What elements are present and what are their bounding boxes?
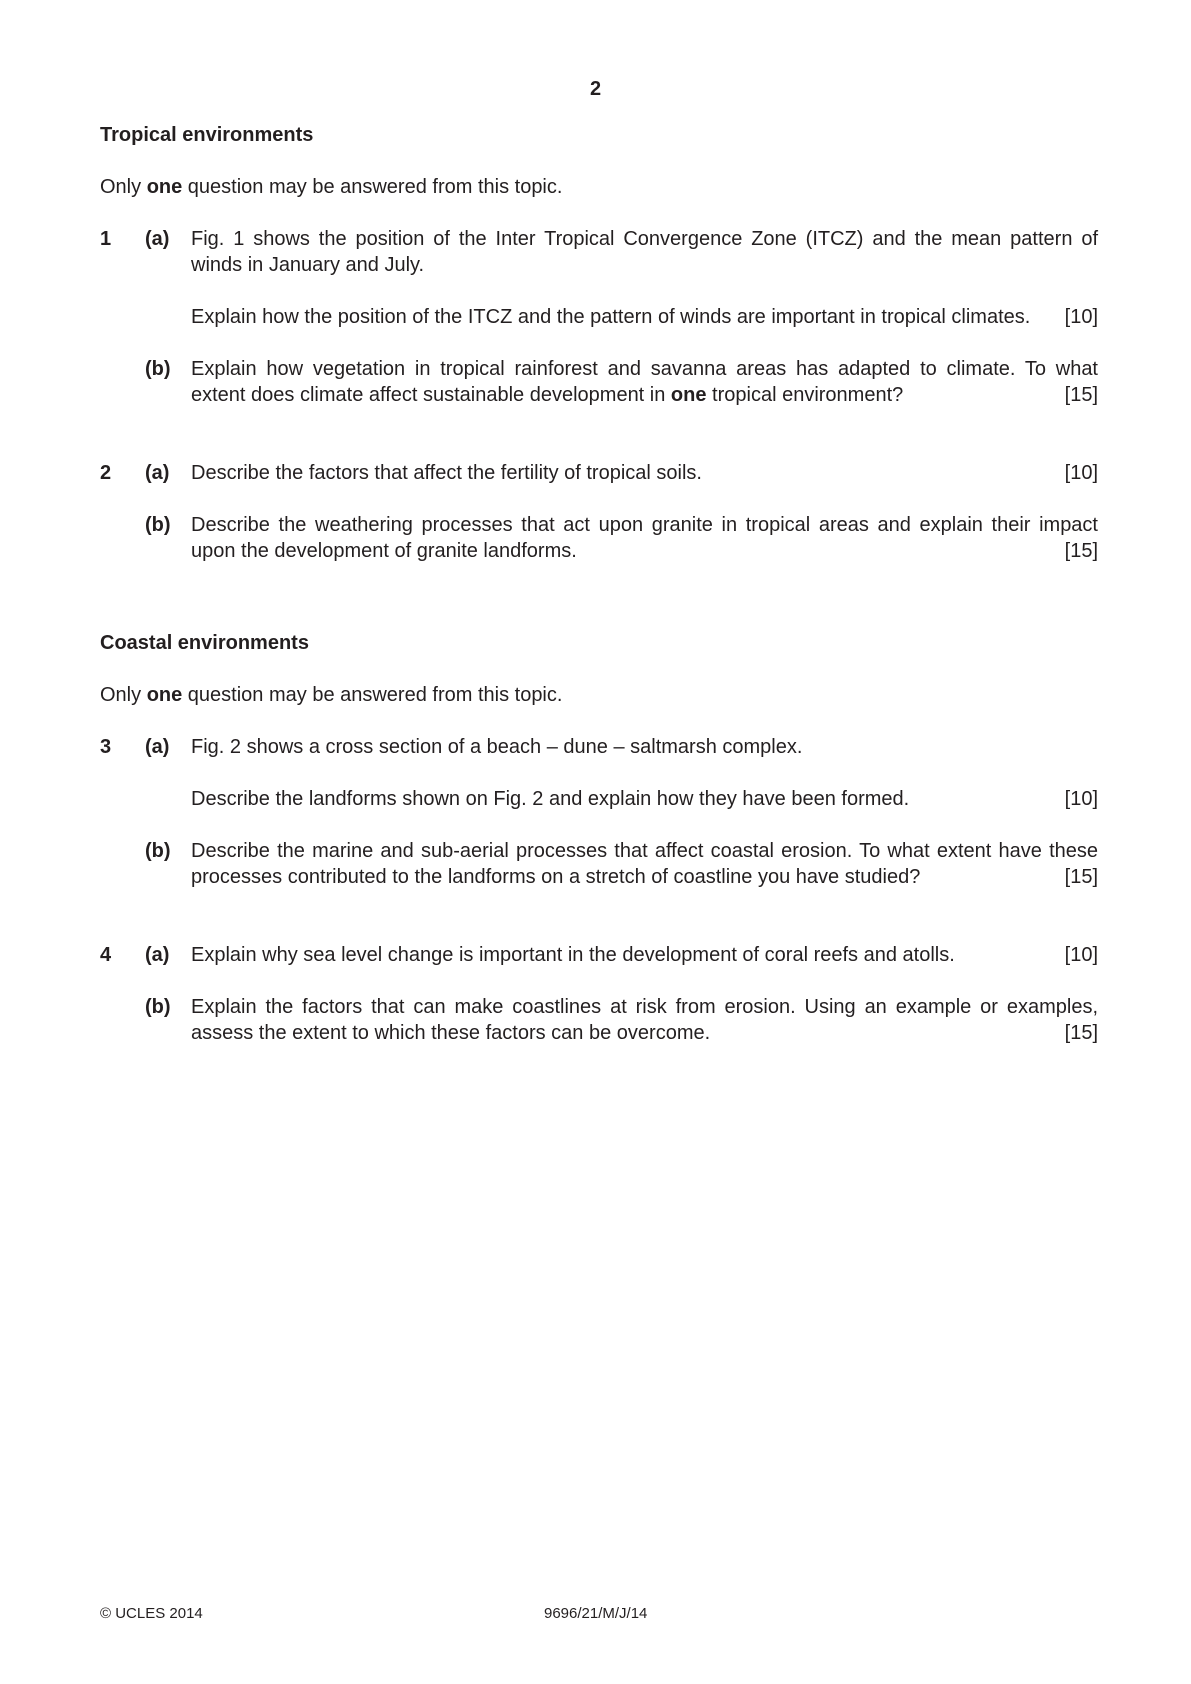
marks: [15] [1064,384,1098,406]
part-label: (a) [145,228,170,250]
question-emphasis: one [670,384,707,406]
question-4b [100,994,1098,1046]
question-number: 4 [100,944,112,966]
question-text-part: Explain the factors that can make coastlines at risk from erosion. Using an example or examples, assess the extent to which these factors can be overcome. [191,996,1098,1044]
section-heading-coastal: Coastal environments [100,632,309,654]
question-text-part: Describe the factors that affect the fertility of tropical soils. [191,462,702,484]
page-number: 2 [589,78,602,100]
question-2b [100,512,1098,564]
question-text [191,512,1098,564]
part-label: (b) [145,840,171,862]
question-text-part: Describe the marine and sub-aerial processes that affect coastal erosion. To what extent have these processes contributed to the landforms on a stretch of coastline you have studied? [191,840,1098,888]
question-1 [100,226,1098,408]
question-text-part: Explain how vegetation in tropical rainforest and savanna areas has adapted to climate. To what extent does climate affect sustainable development in [191,358,1098,406]
section-intro-coastal [100,682,1098,708]
question-text [191,838,1098,890]
part-label: (b) [145,358,171,380]
marks: [10] [1064,306,1098,328]
marks: [10] [1064,462,1098,484]
question-2a [100,460,1098,486]
question-text-part: tropical environment? [706,384,904,406]
footer-paper-code: 9696/21/M/J/14 [544,1605,648,1622]
document-body [100,122,1098,1046]
question-3b [100,838,1098,890]
instruction-text: Describe the landforms shown on Fig. 2 and explain how they have been formed. [191,788,910,810]
question-instruction [191,304,1098,330]
section-intro-tropical [100,174,1098,200]
intro-text: question may be answered from this topic. [182,684,563,706]
question-4a [100,942,1098,968]
part-label: (a) [145,736,170,758]
question-instruction [191,786,1098,812]
question-text: Fig. 1 shows the position of the Inter Tropical Convergence Zone (ITCZ) and the mean pattern of winds in January and July. [191,228,1098,276]
question-number: 1 [100,228,112,250]
part-label: (b) [145,514,171,536]
question-1a [100,226,1098,330]
part-label: (a) [145,462,170,484]
marks: [10] [1064,788,1098,810]
instruction-text: Explain how the position of the ITCZ and the pattern of winds are important in tropical climates. [191,306,1031,328]
question-number: 2 [100,462,112,484]
marks: [15] [1064,1022,1098,1044]
intro-text: Only [100,176,147,198]
intro-emphasis: one [146,176,183,198]
question-number: 3 [100,736,112,758]
question-text [191,460,1098,486]
footer-copyright: © UCLES 2014 [100,1605,203,1622]
section-heading-tropical: Tropical environments [100,124,314,146]
part-label: (a) [145,944,170,966]
marks: [15] [1064,540,1098,562]
intro-emphasis: one [146,684,183,706]
question-text [191,942,1098,968]
question-4 [100,942,1098,1046]
question-text-part: Explain why sea level change is important in the development of coral reefs and atolls. [191,944,955,966]
question-text [191,994,1098,1046]
question-3 [100,734,1098,890]
question-text: Fig. 2 shows a cross section of a beach – dune – saltmarsh complex. [191,736,803,758]
marks: [15] [1064,866,1098,888]
question-3a [100,734,1098,812]
intro-text: Only [100,684,147,706]
question-text-part: Describe the weathering processes that act upon granite in tropical areas and explain their impact upon the development of granite landforms. [191,514,1098,562]
question-1b [100,356,1098,408]
question-2 [100,460,1098,564]
question-text [191,356,1098,408]
intro-text: question may be answered from this topic. [182,176,563,198]
part-label: (b) [145,996,171,1018]
marks: [10] [1064,944,1098,966]
